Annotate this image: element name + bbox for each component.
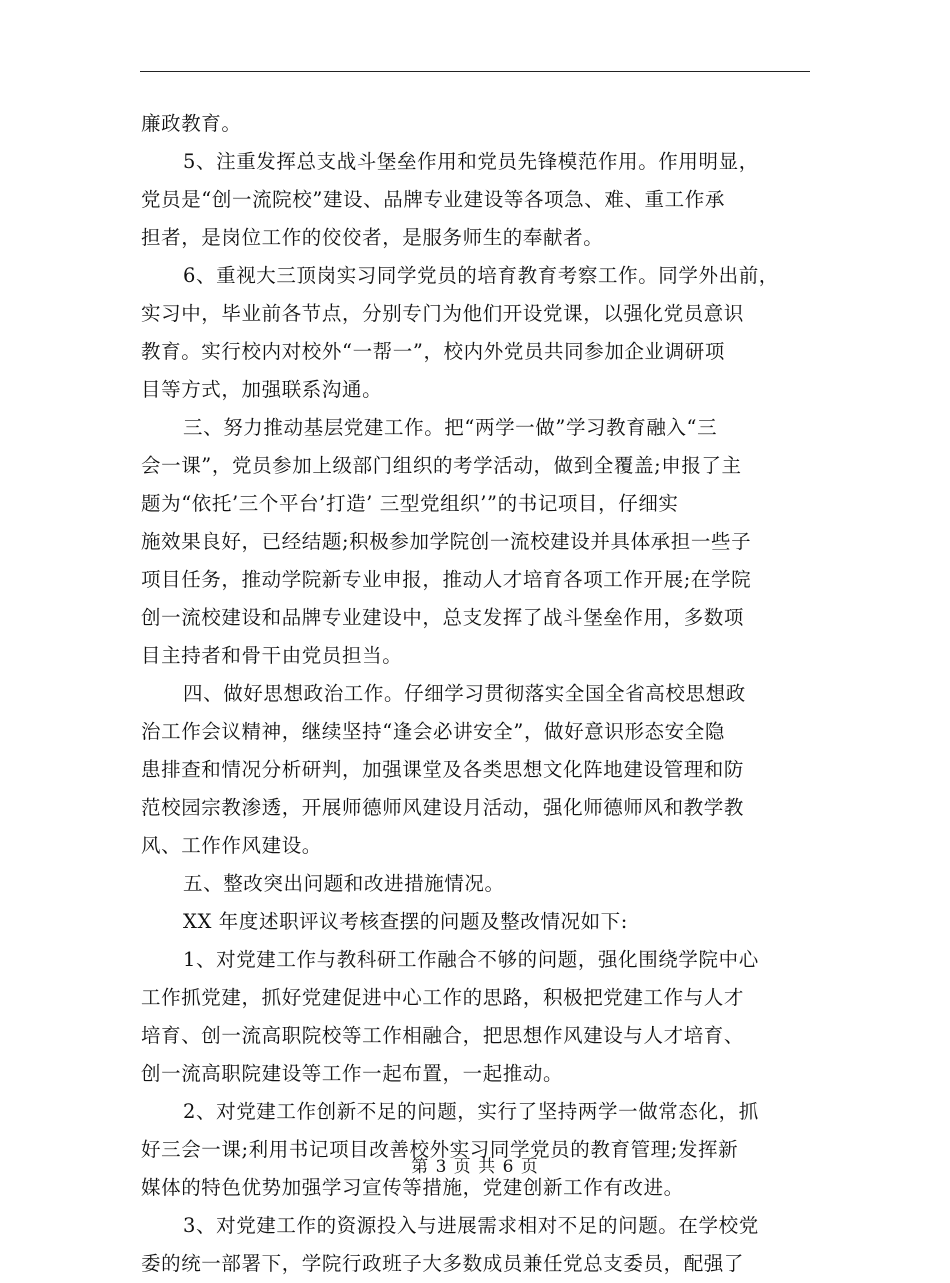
text-line: 教育。实行校内对校外“一帮一”，校内外党员共同参加企业调研项 xyxy=(141,340,725,363)
text-line: 工作抓党建，抓好党建促进中心工作的思路，积极把党建工作与人才 xyxy=(141,986,745,1009)
text-line: 担者，是岗位工作的佼佼者，是服务师生的奉献者。 xyxy=(141,226,604,249)
text-line: 治工作会议精神，继续坚持“逢会必讲安全”，做好意识形态安全隐 xyxy=(141,720,725,743)
text-line: 培育、创一流高职院校等工作相融合，把思想作风建设与人才培育、 xyxy=(141,1024,745,1047)
text-line: 项目任务，推动学院新专业申报，推动人才培育各项工作开展;在学院 xyxy=(141,568,752,591)
text-line: 5、注重发挥总支战斗堡垒作用和党员先锋模范作用。作用明显， xyxy=(183,150,759,173)
text-line: 风、工作作风建设。 xyxy=(141,834,322,857)
text-line: XX 年度述职评议考核查摆的问题及整改情况如下: xyxy=(183,910,628,933)
text-line: 委的统一部署下，学院行政班子大多数成员兼任党总支委员，配强了 xyxy=(141,1252,745,1275)
text-line: 2、对党建工作创新不足的问题，实行了坚持两学一做常态化，抓 xyxy=(183,1100,759,1123)
text-line: 患排查和情况分析研判，加强课堂及各类思想文化阵地建设管理和防 xyxy=(141,758,745,781)
text-line: 廉政教育。 xyxy=(141,112,242,135)
text-line: 好三会一课;利用书记项目改善校外实习同学党员的教育管理;发挥新 xyxy=(141,1138,739,1161)
text-line: 1、对党建工作与教科研工作融合不够的问题，强化围绕学院中心 xyxy=(183,948,759,971)
text-line: 创一流校建设和品牌专业建设中，总支发挥了战斗堡垒作用，多数项 xyxy=(141,606,745,629)
text-line: 施效果良好，已经结题;积极参加学院创一流校建设并具体承担一些子 xyxy=(141,530,752,553)
text-line: 目主持者和骨干由党员担当。 xyxy=(141,644,403,667)
text-line: 6、重视大三顶岗实习同学党员的培育教育考察工作。同学外出前， xyxy=(183,264,779,287)
text-line: 四、做好思想政治工作。仔细学习贯彻落实全国全省高校思想政 xyxy=(183,682,746,705)
text-line: 三、努力推动基层党建工作。把“两学一做”学习教育融入“三 xyxy=(183,416,718,439)
text-line: 3、对党建工作的资源投入与进展需求相对不足的问题。在学校党 xyxy=(183,1214,759,1237)
text-line: 党员是“创一流院校”建设、品牌专业建设等各项急、难、重工作承 xyxy=(141,188,725,211)
page-number: 第 3 页 共 6 页 xyxy=(411,1157,539,1177)
text-line: 会一课”，党员参加上级部门组织的考学活动，做到全覆盖;申报了主 xyxy=(141,454,742,477)
text-line: 创一流高职院建设等工作一起布置，一起推动。 xyxy=(141,1062,564,1085)
header-rule xyxy=(140,71,810,72)
document-body xyxy=(141,105,831,1283)
text-line: 目等方式，加强联系沟通。 xyxy=(141,378,383,401)
text-line: 范校园宗教渗透，开展师德师风建设月活动，强化师德师风和教学教 xyxy=(141,796,745,819)
text-line: 媒体的特色优势加强学习宣传等措施，党建创新工作有改进。 xyxy=(141,1176,684,1199)
text-line: 五、整改突出问题和改进措施情况。 xyxy=(183,872,505,895)
text-line: 题为“依托’三个平台’打造’ 三型党组织’”的书记项目，仔细实 xyxy=(141,492,679,515)
text-line: 实习中，毕业前各节点，分别专门为他们开设党课，以强化党员意识 xyxy=(141,302,745,325)
